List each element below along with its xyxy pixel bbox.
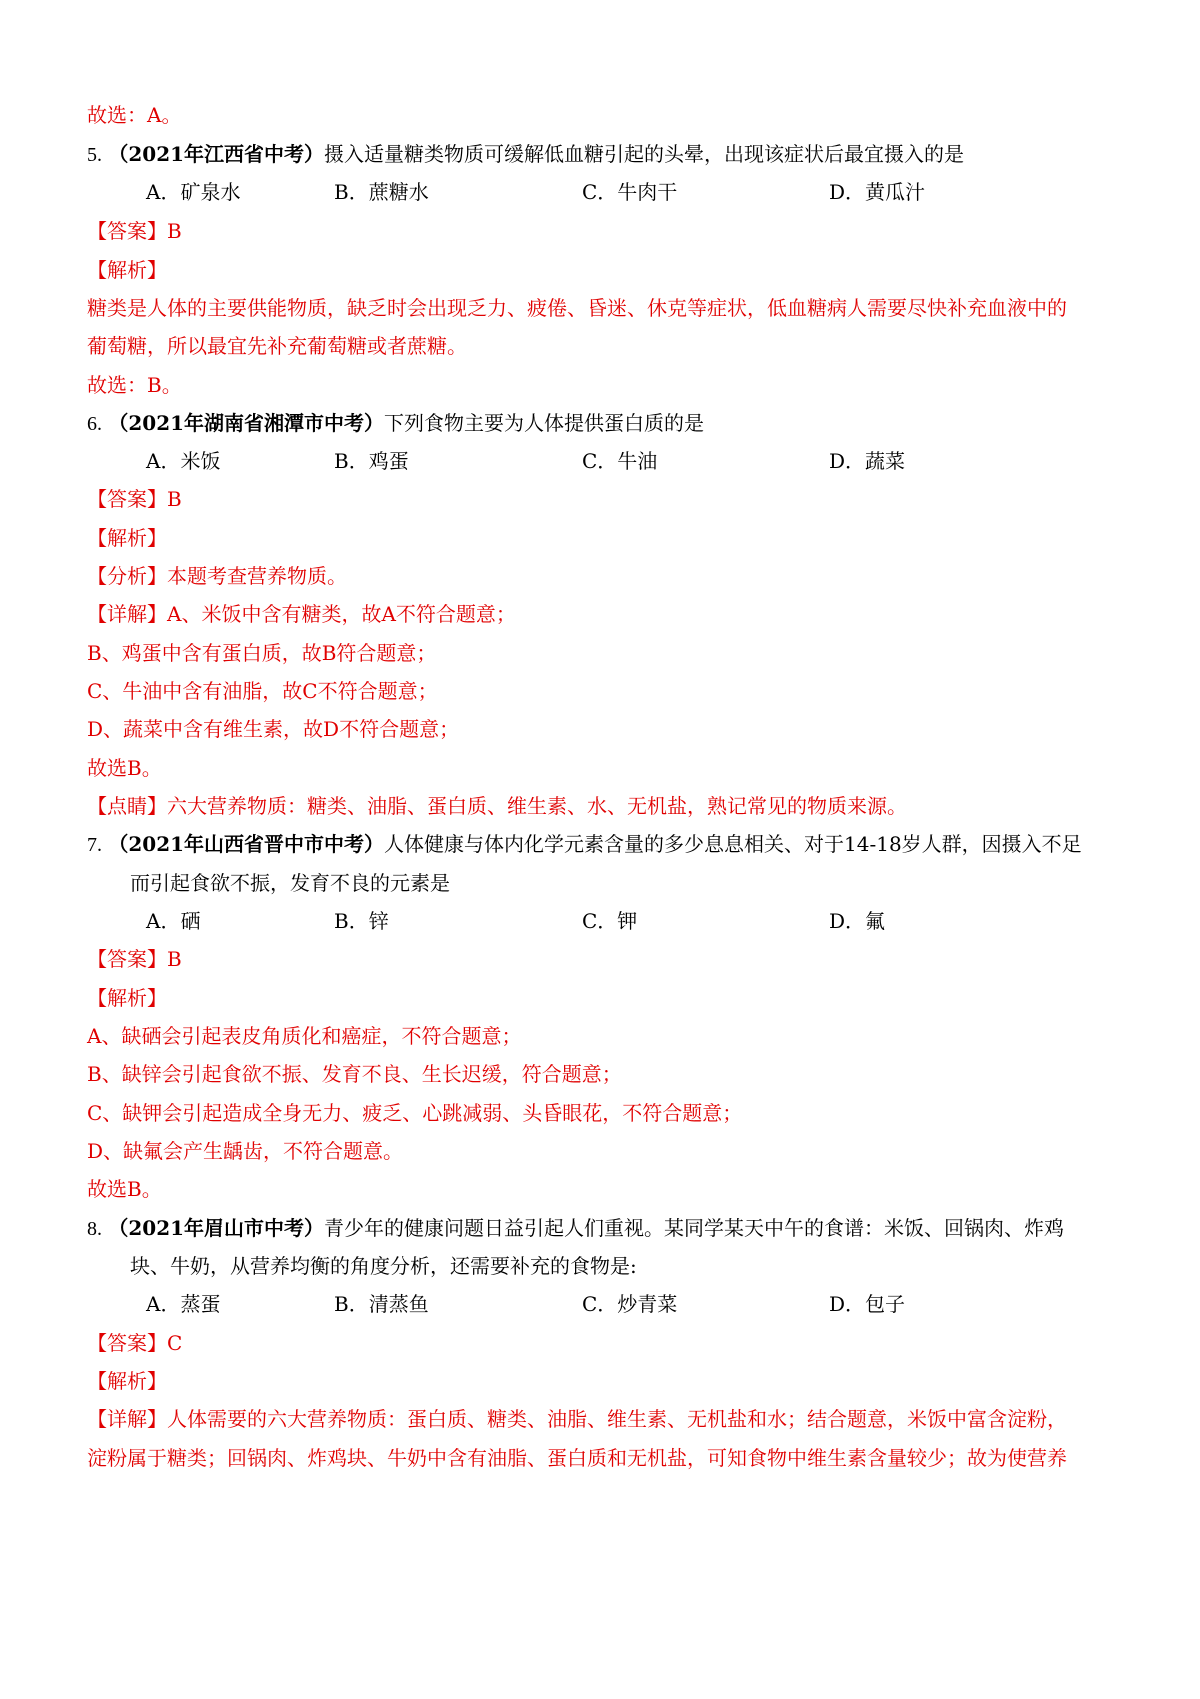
option-c: C．钾: [582, 909, 638, 933]
option-a: A．米饭: [146, 449, 221, 473]
analysis-text: C、牛油中含有油脂，故C不符合题意；: [87, 679, 438, 703]
answer-label: 【答案】B: [87, 947, 182, 971]
analysis-text: 淀粉属于糖类；回锅肉、炸鸡块、牛奶中含有油脂、蛋白质和无机盐，可知食物中维生素含量较少；故为使营养: [87, 1446, 1067, 1470]
analysis-text: C、缺钾会引起造成全身无力、疲乏、心跳减弱、头昏眼花，不符合题意；: [87, 1101, 743, 1125]
question-8-stem: 8. （2021年眉山市中考）青少年的健康问题日益引起人们重视。某同学某天中午的食谱：米饭、回锅肉、炸鸡: [87, 1216, 1065, 1240]
option-a: A．硒: [146, 909, 201, 933]
option-d: D．蔬菜: [829, 449, 906, 473]
answer-label: 【答案】C: [87, 1331, 183, 1355]
conclusion-text: 故选B。: [87, 756, 162, 780]
question-5-stem: 5. （2021年江西省中考）摄入适量糖类物质可缓解低血糖引起的头晕，出现该症状后最宜摄入的是: [87, 142, 965, 166]
analysis-text: 【详解】A、米饭中含有糖类，故A不符合题意；: [87, 602, 516, 626]
option-c: C．牛油: [582, 449, 658, 473]
answer-label: 【答案】B: [87, 487, 182, 511]
analysis-text: 糖类是人体的主要供能物质，缺乏时会出现乏力、疲倦、昏迷、休克等症状，低血糖病人需要尽快补充血液中的: [87, 296, 1067, 320]
question-7-stem: 7. （2021年山西省晋中市中考）人体健康与体内化学元素含量的多少息息相关、对于14-18岁人群，因摄入不足: [87, 832, 1082, 856]
analysis-label: 【解析】: [87, 1369, 167, 1393]
question-7-stem-continued: 而引起食欲不振，发育不良的元素是: [130, 871, 450, 895]
option-d: D．黄瓜汁: [829, 180, 926, 204]
analysis-text: 【详解】人体需要的六大营养物质：蛋白质、糖类、油脂、维生素、无机盐和水；结合题意，米饭中富含淀粉，: [87, 1407, 1067, 1431]
analysis-text: 【分析】本题考查营养物质。: [87, 564, 347, 588]
option-a: A．蒸蛋: [146, 1292, 221, 1316]
option-b: B．锌: [334, 909, 389, 933]
option-b: B．蔗糖水: [334, 180, 429, 204]
option-d: D．氟: [829, 909, 886, 933]
option-b: B．清蒸鱼: [334, 1292, 429, 1316]
analysis-text: D、蔬菜中含有维生素，故D不符合题意；: [87, 717, 460, 741]
analysis-text: B、缺锌会引起食欲不振、发育不良、生长迟缓，符合题意；: [87, 1062, 622, 1086]
conclusion-text: 故选：A。: [87, 103, 182, 127]
option-d: D．包子: [829, 1292, 906, 1316]
conclusion-text: 故选B。: [87, 1177, 162, 1201]
analysis-text: A、缺硒会引起表皮角质化和癌症，不符合题意；: [87, 1024, 522, 1048]
option-c: C．牛肉干: [582, 180, 678, 204]
analysis-label: 【解析】: [87, 258, 167, 282]
analysis-text: D、缺氟会产生龋齿，不符合题意。: [87, 1139, 404, 1163]
option-b: B．鸡蛋: [334, 449, 409, 473]
comment-text: 【点睛】六大营养物质：糖类、油脂、蛋白质、维生素、水、无机盐，熟记常见的物质来源。: [87, 794, 907, 818]
option-a: A．矿泉水: [146, 180, 241, 204]
conclusion-text: 故选：B。: [87, 373, 182, 397]
option-c: C．炒青菜: [582, 1292, 678, 1316]
analysis-text: 葡萄糖，所以最宜先补充葡萄糖或者蔗糖。: [87, 334, 467, 358]
answer-label: 【答案】B: [87, 219, 182, 243]
analysis-label: 【解析】: [87, 986, 167, 1010]
question-6-stem: 6. （2021年湖南省湘潭市中考）下列食物主要为人体提供蛋白质的是: [87, 411, 705, 435]
question-8-stem-continued: 块、牛奶，从营养均衡的角度分析，还需要补充的食物是:: [130, 1254, 637, 1278]
analysis-label: 【解析】: [87, 526, 167, 550]
analysis-text: B、鸡蛋中含有蛋白质，故B符合题意；: [87, 641, 437, 665]
